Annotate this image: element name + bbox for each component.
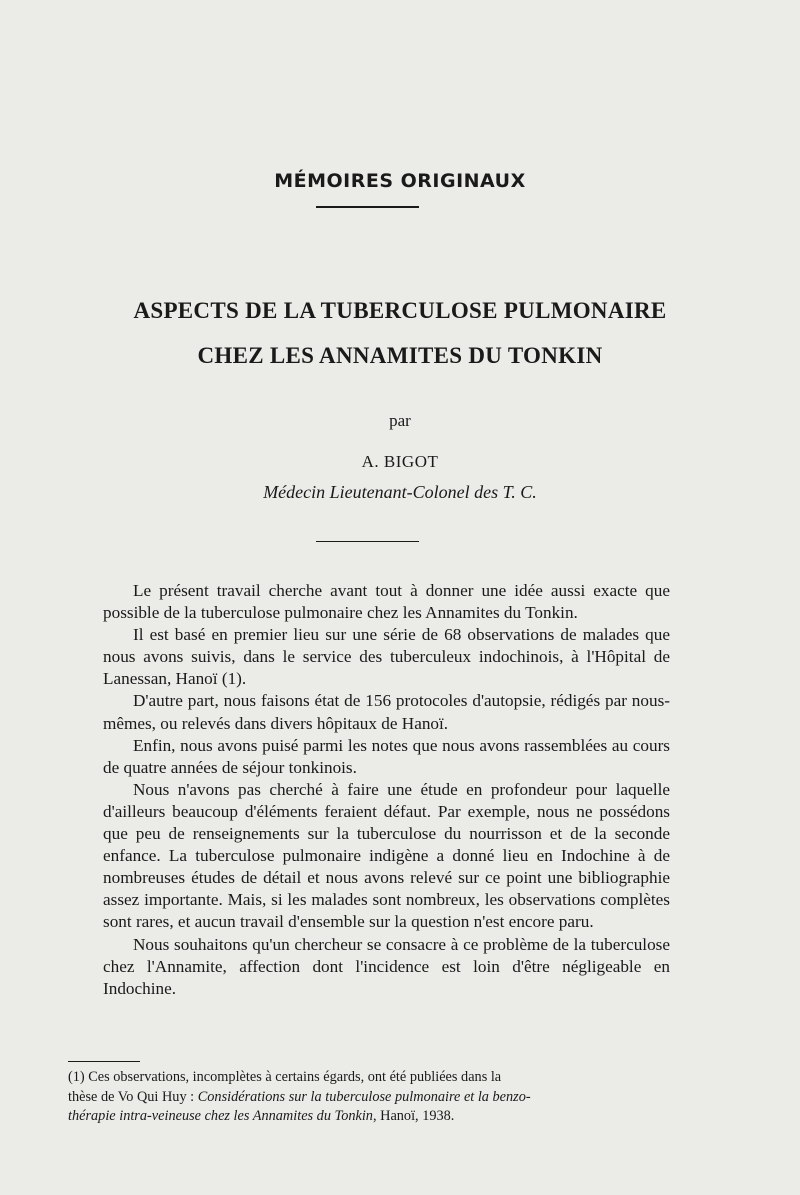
author-affiliation: Médecin Lieutenant-Colonel des T. C. xyxy=(263,482,537,502)
paragraph: Nous n'avons pas cherché à faire une étude en profondeur pour laquelle d'ailleurs beaucoup d'éléments feraient défaut. Par exemple, nous ne possédons que peu de renseignements sur la tuberculose du nourrisson et de la seconde enfance. La tuberculose pulmonaire indigène a donné lieu en Indochine à de nombreuses études de détail et nous avons relevé sur ce point une bibliographie assez importante. Mais, si les malades sont nombreux, les observations complètes sont rares, et aucun travail d'ensemble sur la question n'est encore paru. xyxy=(103,779,670,932)
byline-par: par xyxy=(389,411,411,430)
footnote-publication-info: , Hanoï, 1938. xyxy=(372,1108,455,1124)
paragraph: D'autre part, nous faisons état de 156 protocoles d'autopsie, rédigés par nous-mêmes, ou relevés dans divers hôpitaux de Hanoï. xyxy=(103,691,670,733)
paragraph: Il est basé en premier lieu sur une série de 68 observations de malades que nous avons suivis, dans le service des tuberculeux indochinois, à l'Hôpital de Lanessan, Hanoï (1). xyxy=(103,625,670,689)
article-body xyxy=(103,580,670,1000)
paragraph: Le présent travail cherche avant tout à donner une idée aussi exacte que possible de la tuberculose pulmonaire chez les Annamites du Tonkin. xyxy=(103,581,670,623)
title-rule xyxy=(316,541,419,542)
section-heading: MÉMOIRES ORIGINAUX xyxy=(274,170,526,192)
footnote xyxy=(68,1068,672,1127)
footnote-thesis-author: thèse de Vo Qui Huy : xyxy=(68,1088,198,1105)
footnote-line-3 xyxy=(68,1107,672,1127)
footnote-line-1: (1) Ces observations, incomplètes à certains égards, ont été publiées dans la xyxy=(68,1069,502,1085)
article-title-line-1: ASPECTS DE LA TUBERCULOSE PULMONAIRE xyxy=(133,298,667,323)
author-name: A. BIGOT xyxy=(361,452,439,471)
footnote-rule xyxy=(68,1061,140,1062)
footnote-thesis-title-part-2: thérapie intra-veineuse chez les Annamites du Tonkin xyxy=(68,1108,373,1124)
footnote-line-2 xyxy=(68,1088,672,1108)
heading-rule xyxy=(316,206,419,208)
paragraph: Nous souhaitons qu'un chercheur se consacre à ce problème de la tuberculose chez l'Annamite, affection dont l'incidence est loin d'être négligeable en Indochine. xyxy=(103,934,670,998)
article-title-line-2: CHEZ LES ANNAMITES DU TONKIN xyxy=(197,343,603,368)
footnote-thesis-title-part-1: Considérations sur la tuberculose pulmonaire et la benzo- xyxy=(197,1088,531,1105)
paragraph: Enfin, nous avons puisé parmi les notes que nous avons rassemblées au cours de quatre années de séjour tonkinois. xyxy=(103,735,670,777)
